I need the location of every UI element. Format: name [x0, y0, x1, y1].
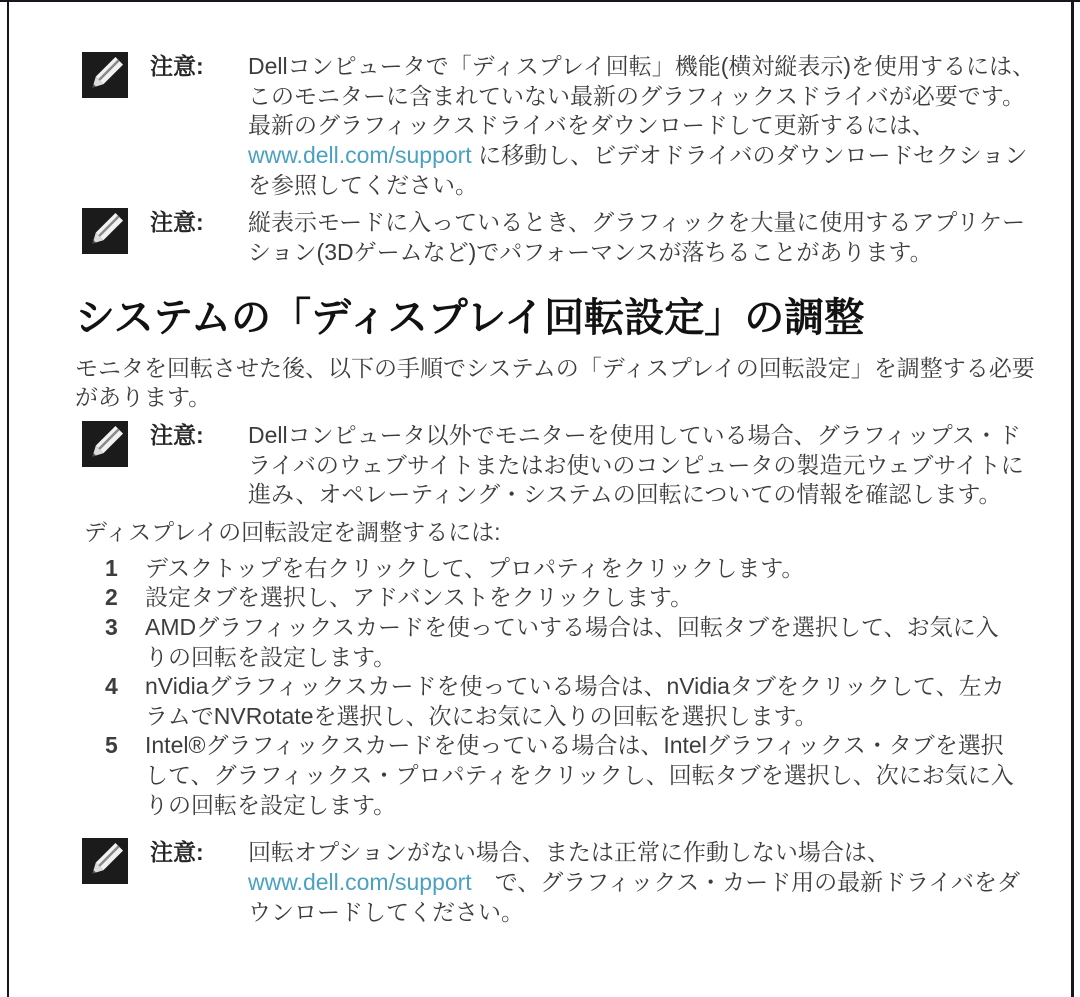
pencil-note-icon: [82, 838, 128, 884]
dell-support-link[interactable]: www.dell.com/support: [248, 869, 472, 896]
note-label: 注意:: [150, 209, 204, 236]
step-text: デスクトップを右クリックして、プロパティをクリックします。: [145, 554, 805, 581]
page-border-right: [1071, 0, 1074, 997]
pencil-note-icon: [82, 208, 128, 254]
steps-list: [82, 554, 1040, 821]
step-number: 2: [105, 584, 118, 611]
note-text-post: で、グラフィックス・カード用の最新ドライバをダウンロードしてください。: [248, 869, 1021, 925]
note-label: 注意:: [150, 421, 204, 448]
note-block: [82, 838, 1040, 927]
page-border-left: [7, 0, 9, 997]
note-block: [82, 52, 1040, 200]
list-intro: ディスプレイの回転設定を調整するには:: [84, 518, 501, 545]
note-text: [248, 52, 1040, 200]
step-row: [82, 731, 1040, 820]
step-number: 1: [105, 554, 118, 581]
step-row: [82, 613, 1040, 672]
note-text: [248, 838, 1040, 927]
note-label: 注意:: [150, 839, 204, 866]
dell-support-link[interactable]: www.dell.com/support: [248, 141, 472, 168]
intro-paragraph: モニタを回転させた後、以下の手順でシステムの「ディスプレイの回転設定」を調整する必要があります。: [75, 354, 1035, 411]
step-row: [82, 583, 1040, 613]
note-text-post: に移動し、ビデオドライバのダウンロードセクションを参照してください。: [248, 141, 1028, 198]
note-block: [82, 421, 1040, 510]
step-text: AMDグラフィックスカードを使っていする場合は、回転タブを選択して、お気に入りの回転を設定します。: [145, 613, 999, 670]
note-text: 縦表示モードに入っているとき、グラフィックを大量に使用するアプリケーション(3Dゲームなど)でパフォーマンスが落ちることがあります。: [248, 209, 1025, 265]
step-row: [82, 672, 1040, 731]
page-content: [75, 52, 1040, 935]
section-heading: システムの「ディスプレイ回転設定」の調整: [75, 295, 865, 340]
step-number: 5: [105, 732, 118, 759]
note-text: Dellコンピュータ以外でモニターを使用している場合、グラフィップス・ドライバのウェブサイトまたはお使いのコンピュータの製造元ウェブサイトに進み、オペレーティング・システムの回転についての情報を確認します。: [248, 421, 1024, 508]
pencil-note-icon: [82, 421, 128, 467]
step-text: Intel®グラフィックスカードを使っている場合は、Intelグラフィックス・タブを選択して、グラフィックス・プロパティをクリックし、回転タブを選択し、次にお気に入りの回転を設定します。: [145, 732, 1014, 818]
note-label: 注意:: [150, 53, 204, 79]
step-text: nVidiaグラフィックスカードを使っている場合は、nVidiaタブをクリックして、左カラムでNVRotateを選択し、次にお気に入りの回転を選択します。: [145, 673, 1005, 729]
note-text-pre: 回転オプションがない場合、または正常に作動しない場合は、: [248, 839, 890, 866]
step-number: 4: [105, 673, 118, 700]
step-number: 3: [105, 613, 118, 640]
pencil-note-icon: [82, 52, 128, 98]
page-border-top: [0, 0, 1080, 2]
note-block: [82, 208, 1040, 267]
step-row: [82, 554, 1040, 584]
note-text-pre: Dellコンピュータで「ディスプレイ回転」機能(横対縦表示)を使用するには、このモニターに含まれていない最新のグラフィックスドライバが必要です。最新のグラフィックスドライバをダウンロードして更新するには、: [248, 53, 1036, 139]
step-text: 設定タブを選択し、アドバンストをクリックします。: [145, 584, 694, 611]
